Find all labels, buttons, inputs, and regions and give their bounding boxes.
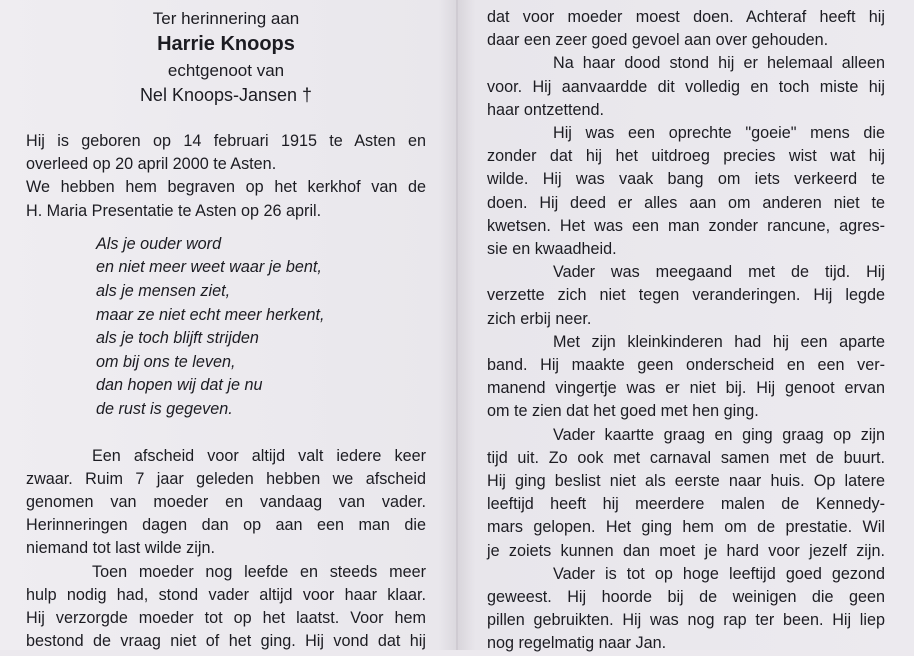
text-line: genomen van moeder en vandaag van vader.: [26, 492, 426, 511]
text-line: zwaar. Ruim 7 jaar geleden hebben we afscheid: [26, 469, 426, 488]
text-line: band. Hij maakte geen onderscheid en een ver-: [487, 356, 885, 375]
poem-line: dan hopen wij dat je nu: [96, 376, 263, 395]
text-line: je zoiets kunnen dan moet je hard voor jezelf zijn.: [487, 541, 885, 560]
text-line: haar ontzettend.: [487, 100, 604, 119]
tribute-text: [26, 445, 426, 654]
poem-line: en niet meer weet waar je bent,: [96, 258, 322, 277]
text-line: Hij is geboren op 14 februari 1915 te Asten en: [26, 132, 426, 150]
text-line: wilde. Hij was vaak bang om iets verkeerd te: [487, 170, 885, 189]
text-line: H. Maria Presentatie te Asten op 26 april.: [26, 201, 322, 220]
text-line: Herinneringen dagen dan op aan een man die: [26, 516, 426, 535]
text-line: overleed op 20 april 2000 te Asten.: [26, 155, 277, 174]
text-line: Vader kaartte graag en ging graag op zijn: [553, 425, 885, 444]
poem-line: Als je ouder word: [96, 234, 222, 253]
poem-line: als je toch blijft strijden: [96, 329, 259, 348]
text-line: pillen gebruikten. Hij was nog rap ter been. Hij liep: [487, 611, 885, 630]
text-line: geweest. Hij hoorde bij de weinigen die geen: [487, 588, 885, 607]
text-line: sie en kwaadheid.: [487, 240, 617, 259]
heading-intro: Ter herinnering aan: [152, 9, 300, 28]
text-line: Vader is tot op hoge leeftijd goed gezond: [553, 564, 885, 583]
text-line: leeftijd heeft hij meerdere malen de Kennedy-: [487, 495, 885, 514]
poem-line: de rust is gegeven.: [96, 399, 233, 418]
text-line: manend vingertje was er niet bij. Hij genoot ervan: [487, 379, 885, 398]
poem-line: als je mensen ziet,: [96, 282, 231, 300]
text-line: bestond de vraag niet of het ging. Hij vond dat hij: [26, 632, 426, 651]
poem: [96, 233, 426, 422]
text-line: zonder dat hij het uitdroeg precies wist wat hij: [487, 147, 885, 166]
left-page: [26, 6, 426, 653]
text-line: tijd uit. Zo ook met carnaval samen met de buurt.: [487, 448, 885, 467]
card-fold: [456, 0, 458, 650]
text-line: Hij ging beslist niet als eerste naar huis. Op latere: [487, 472, 885, 491]
text-line: nog regelmatig naar Jan.: [487, 634, 667, 653]
text-line: kwetsen. Het was een man zonder rancune, agres-: [487, 216, 885, 235]
text-line: om te zien dat het goed met hen ging.: [487, 402, 759, 421]
text-line: Hij verzorgde moeder tot op het laatst. Voor hem: [26, 608, 426, 627]
text-line: Hij was een oprechte "goeie" mens die: [553, 124, 885, 143]
text-line: daar een zeer goed gevoel aan over gehouden.: [487, 31, 829, 50]
text-line: hulp nodig had, stond vader altijd voor haar klaar.: [26, 585, 426, 604]
text-line: Een afscheid voor altijd valt iedere keer: [92, 446, 426, 465]
right-page: [487, 6, 885, 656]
text-line: voor. Hij aanvaardde dit volledig en toch miste hij: [487, 77, 885, 96]
poem-line: om bij ons te leven,: [96, 352, 236, 371]
heading-relation: echtgenoot van: [167, 61, 285, 80]
text-line: mars gelopen. Het ging hem om de prestatie. Wil: [487, 518, 885, 537]
tribute-text-continued: [487, 6, 885, 656]
text-line: niemand tot last wilde zijn.: [26, 539, 215, 558]
text-line: doen. Hij deed er alles aan om anderen niet te: [487, 193, 885, 212]
spouse-name: Nel Knoops-Jansen †: [139, 85, 313, 105]
memorial-heading: [26, 6, 426, 108]
text-line: verzette zich niet tegen veranderingen. Hij legde: [487, 286, 885, 305]
text-line: zich erbij neer.: [487, 309, 592, 328]
text-line: Toen moeder nog leefde en steeds meer: [92, 562, 426, 581]
text-line: Na haar dood stond hij er helemaal alleen: [553, 54, 885, 73]
birth-death-paragraph: [26, 130, 426, 223]
text-line: We hebben hem begraven op het kerkhof van de: [26, 178, 426, 197]
deceased-name: Harrie Knoops: [157, 33, 295, 55]
poem-line: maar ze niet echt meer herkent,: [96, 305, 325, 324]
text-line: Vader was meegaand met de tijd. Hij: [553, 263, 885, 282]
text-line: dat voor moeder moest doen. Achteraf heeft hij: [487, 8, 885, 26]
text-line: Met zijn kleinkinderen had hij een aparte: [553, 332, 885, 351]
